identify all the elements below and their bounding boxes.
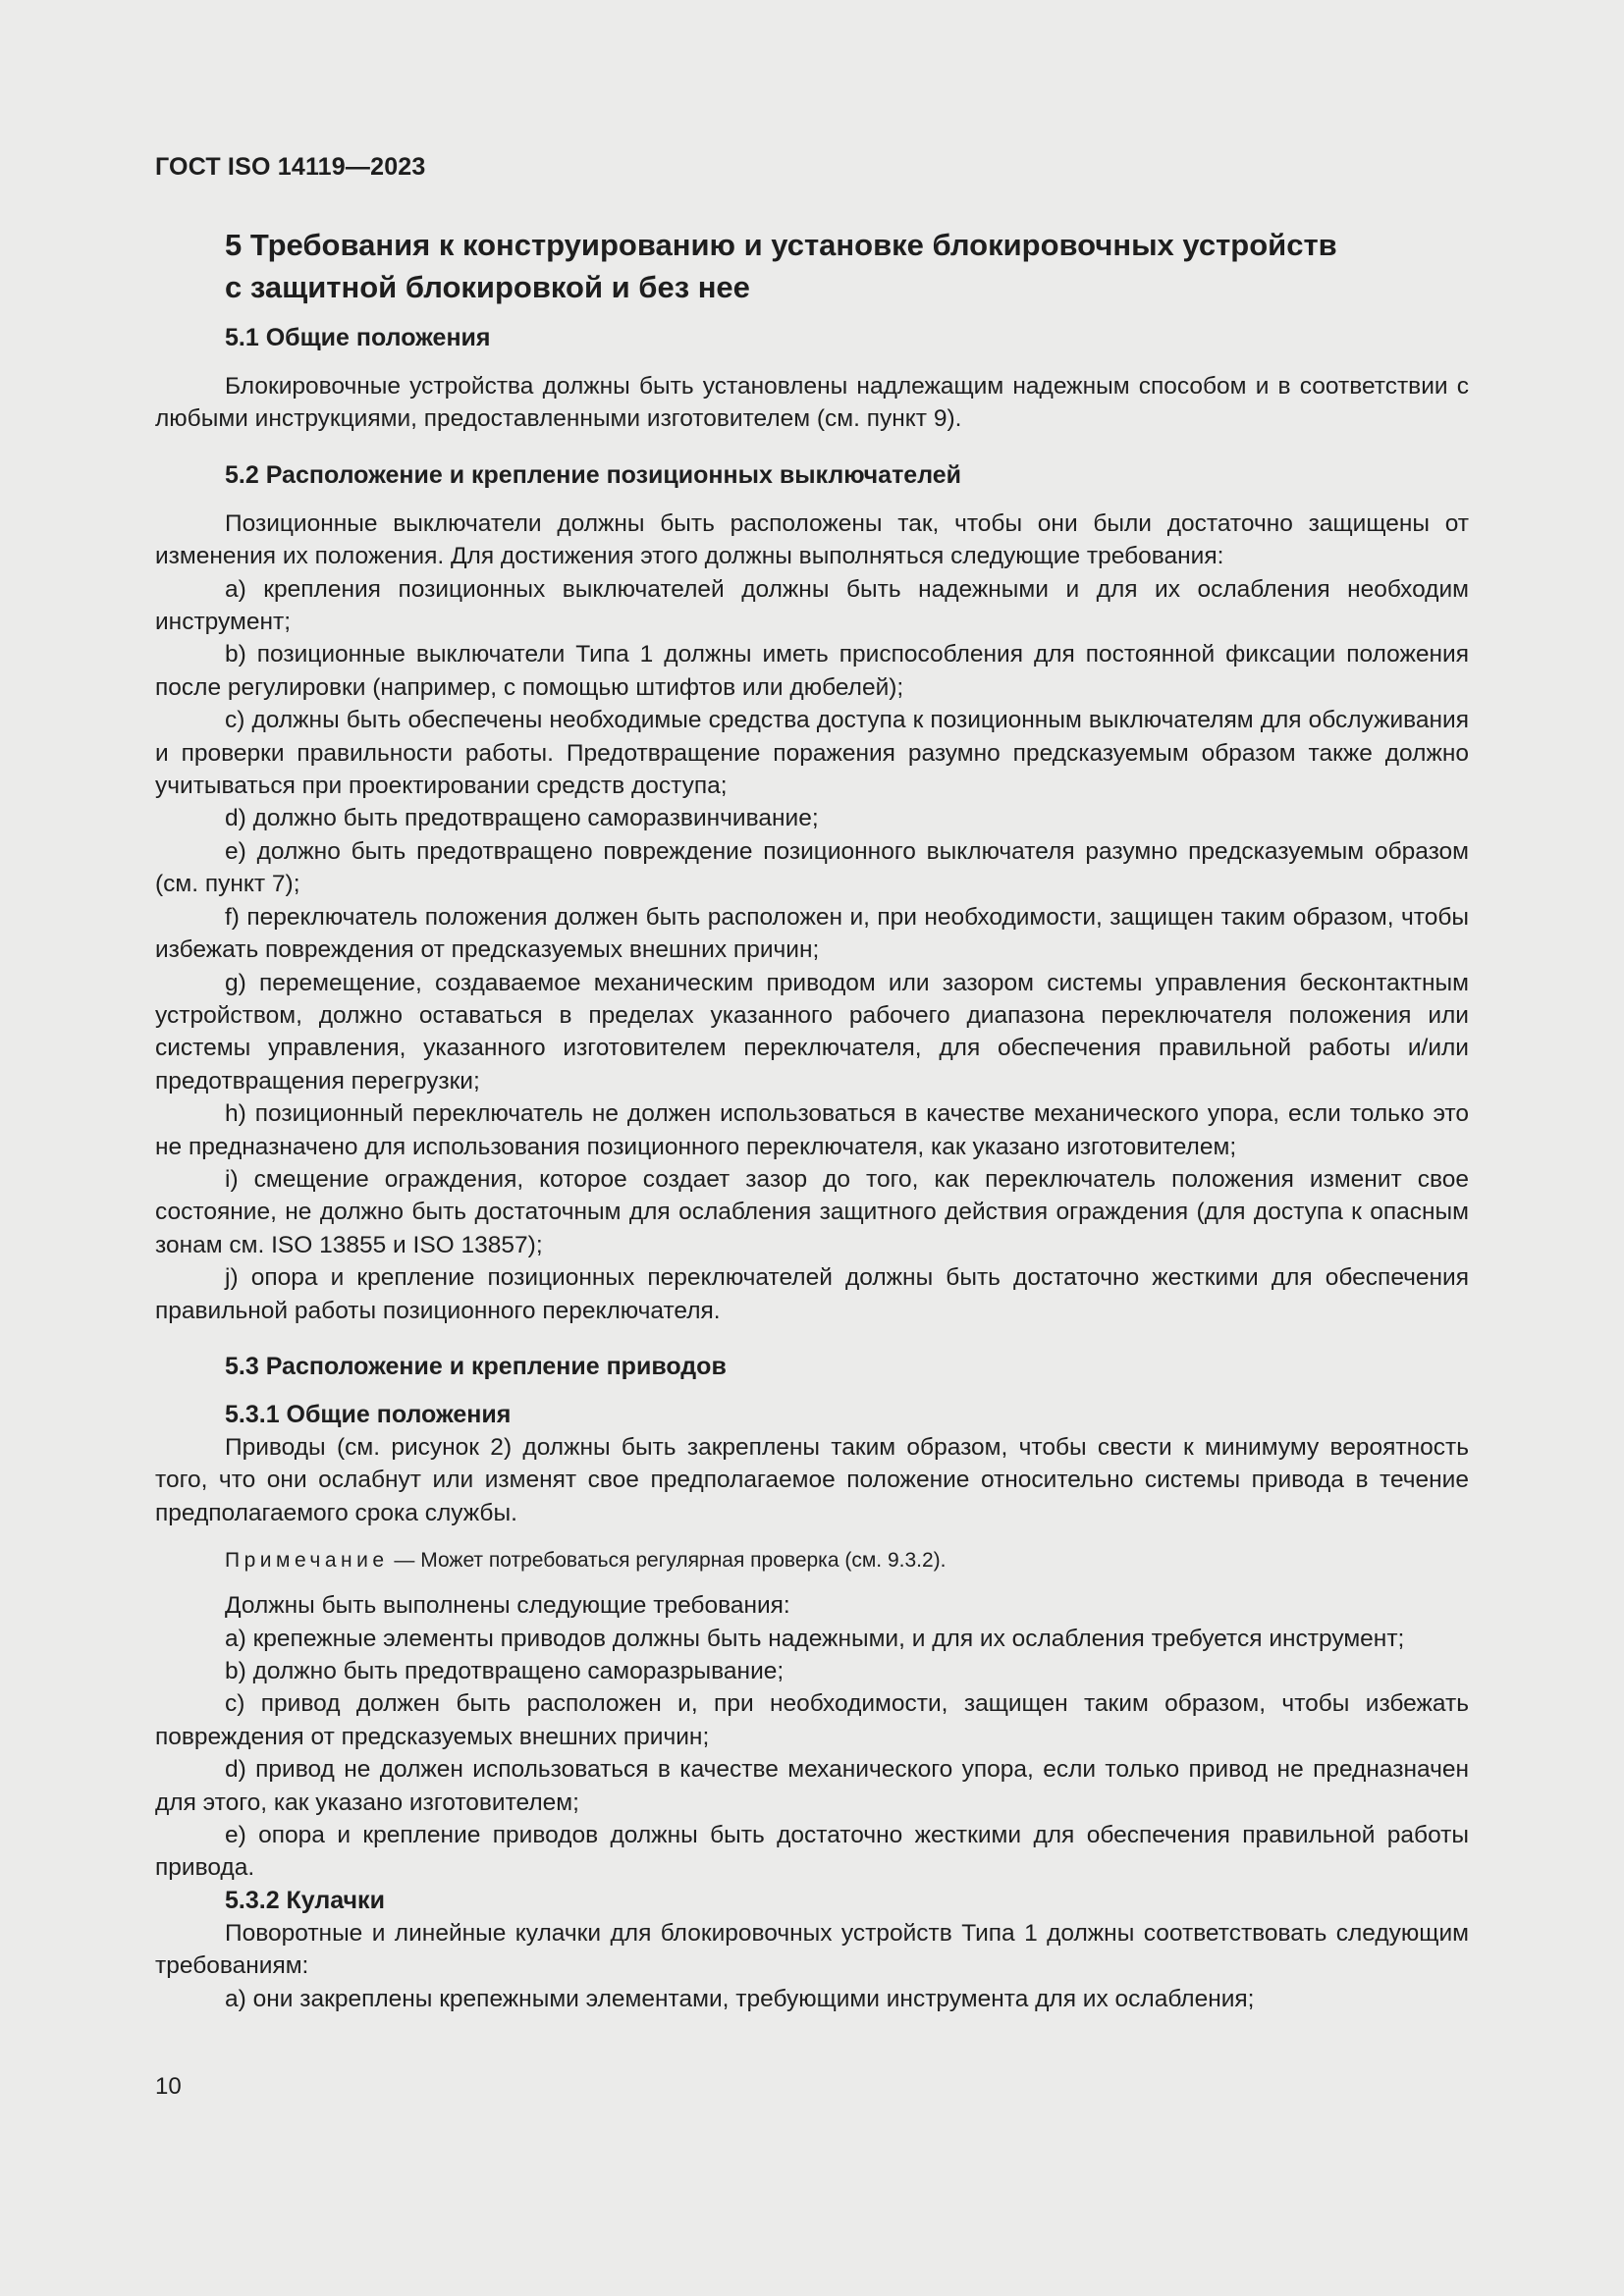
list-item: f) переключатель положения должен быть расположен и, при необходимости, защищен таким образом, чтобы избежать повреждения от предсказуемых внешних причин; — [155, 903, 1469, 964]
list-item: e) должно быть предотвращено повреждение позиционного выключателя разумно предсказуемым образом (см. пункт 7); — [155, 837, 1469, 898]
list-item: a) они закреплены крепежными элементами, требующими инструмента для их ослабления; — [225, 1985, 1255, 2012]
section-5-title — [225, 224, 1469, 308]
list-item: a) крепления позиционных выключателей должны быть надежными и для их ослабления необходим инструмент; — [155, 575, 1469, 636]
list-item: h) позиционный переключатель не должен использоваться в качестве механического упора, если только это не предназначено для использования позиционного переключателя, как указано изготовителем; — [155, 1100, 1469, 1160]
list-item: c) должны быть обеспечены необходимые средства доступа к позиционным выключателям для обслуживания и проверки правильности работы. Предотвращение поражения разумно предсказуемым образом также должно учитываться при проектировании средств доступа; — [155, 707, 1469, 800]
section-5-title-line-2: с защитной блокировкой и без нее — [225, 270, 750, 304]
section-5-3-1-heading: 5.3.1 Общие положения — [225, 1400, 512, 1428]
section-5-3-heading: 5.3 Расположение и крепление приводов — [225, 1352, 727, 1380]
list-item: g) перемещение, создаваемое механическим приводом или зазором системы управления бесконтактным устройством, должно оставаться в пределах указанного рабочего диапазона переключателя положения или системы управления, указанного изготовителем переключателя, для обеспечения правильной работы и/или предотвращения перегрузки; — [155, 969, 1469, 1095]
note-text: — Может потребоваться регулярная проверка (см. 9.3.2). — [388, 1549, 947, 1573]
note — [225, 1545, 1469, 1575]
list-item: b) позиционные выключатели Типа 1 должны иметь приспособления для постоянной фиксации положения после регулировки (например, с помощью штифтов или дюбелей); — [155, 641, 1469, 701]
section-5-1-heading: 5.1 Общие положения — [225, 324, 491, 351]
list-item: c) привод должен быть расположен и, при необходимости, защищен таким образом, чтобы избежать повреждения от предсказуемых внешних причин; — [155, 1690, 1469, 1750]
section-5-3-1-paragraph: Приводы (см. рисунок 2) должны быть закреплены таким образом, чтобы свести к минимуму вероятность того, что они ослабнут или изменят свое предполагаемое положение относительно системы привода в течение предполагаемого срока службы. — [155, 1433, 1469, 1526]
list-item: e) опора и крепление приводов должны быть достаточно жесткими для обеспечения правильной работы привода. — [155, 1822, 1469, 1882]
section-5-2-heading: 5.2 Расположение и крепление позиционных выключателей — [225, 460, 962, 489]
list-item: d) должно быть предотвращено саморазвинчивание; — [225, 805, 819, 832]
document-id: ГОСТ ISO 14119—2023 — [155, 153, 426, 181]
list-item: i) смещение ограждения, которое создает зазор до того, как переключатель положения изменит свое состояние, не должно быть достаточным для ослабления защитного действия ограждения (для доступа к опасным зонам см. ISO 13855 и ISO 13857); — [155, 1165, 1469, 1258]
section-5-1-paragraph: Блокировочные устройства должны быть установлены надлежащим надежным способом и в соответствии с любыми инструкциями, предоставленными изготовителем (см. пункт 9). — [155, 373, 1469, 433]
section-5-3-2-paragraph: Поворотные и линейные кулачки для блокировочных устройств Типа 1 должны соответствовать следующим требованиям: — [155, 1919, 1469, 1980]
list-item: d) привод не должен использоваться в качестве механического упора, если только привод не предназначен для этого, как указано изготовителем; — [155, 1756, 1469, 1816]
page-number: 10 — [155, 2073, 182, 2100]
list-item: j) опора и крепление позиционных переключателей должны быть достаточно жесткими для обеспечения правильной работы позиционного переключателя. — [155, 1264, 1469, 1324]
note-label: Примечание — [225, 1549, 389, 1573]
section-5-3-2-heading: 5.3.2 Кулачки — [225, 1886, 385, 1914]
section-5-2-intro: Позиционные выключатели должны быть расположены так, чтобы они были достаточно защищены от изменения их положения. Для достижения этого должны выполняться следующие требования: — [155, 509, 1469, 570]
requirements-intro: Должны быть выполнены следующие требования: — [225, 1592, 790, 1620]
list-item: a) крепежные элементы приводов должны быть надежными, и для их ослабления требуется инструмент; — [225, 1625, 1405, 1652]
list-item: b) должно быть предотвращено саморазрывание; — [225, 1658, 785, 1684]
section-5-title-line-1: 5 Требования к конструированию и установке блокировочных устройств — [225, 228, 1337, 262]
page-content — [155, 224, 1469, 2015]
